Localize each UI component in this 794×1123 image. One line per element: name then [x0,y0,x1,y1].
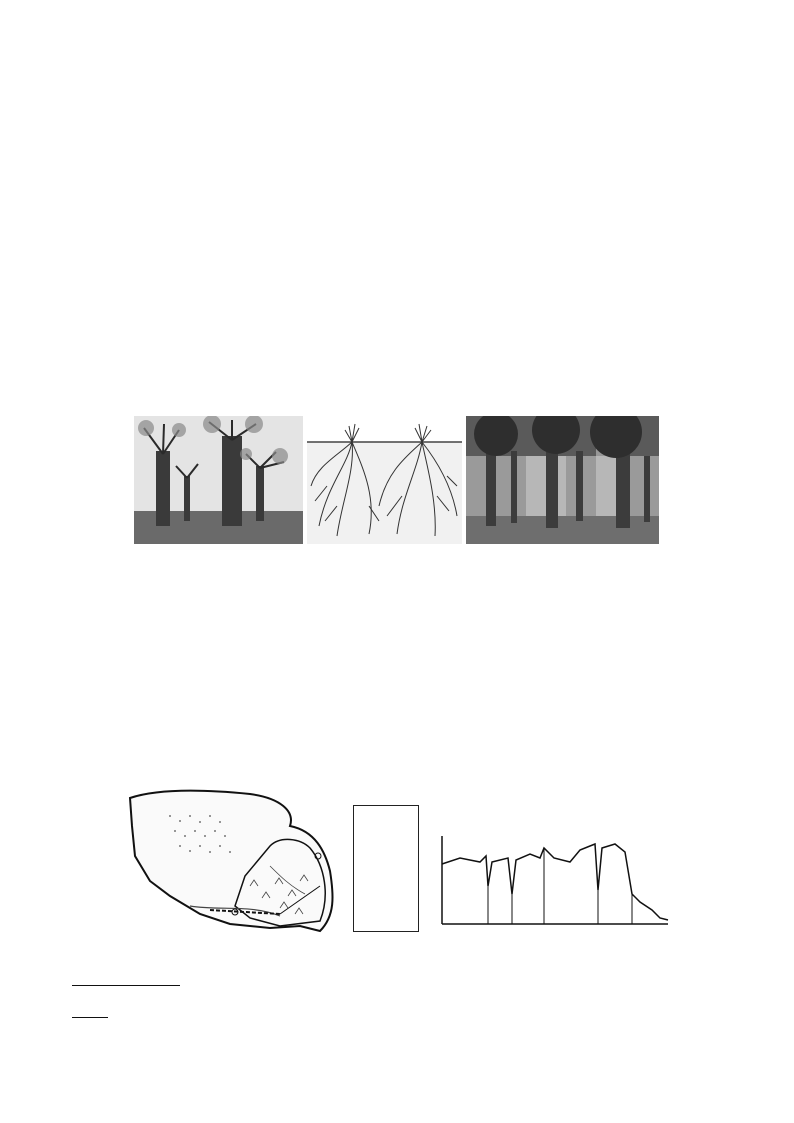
q13-sub2 [72,1002,108,1022]
answer-blank-1[interactable] [72,971,108,986]
fig1-legend [353,805,419,932]
answer-blank-4[interactable] [72,1003,108,1018]
fig2-elevation-chart [420,786,670,956]
baobab-photo [134,416,303,544]
banyan-forest-photo [466,416,659,544]
camel-thorn-root-diagram [307,416,462,544]
elevation-profile-line [442,844,668,920]
answer-blank-3[interactable] [144,971,180,986]
answer-blank-2[interactable] [108,971,144,986]
q13-sub1 [72,970,180,990]
fig1-qinghai-tibet-map [120,786,354,952]
